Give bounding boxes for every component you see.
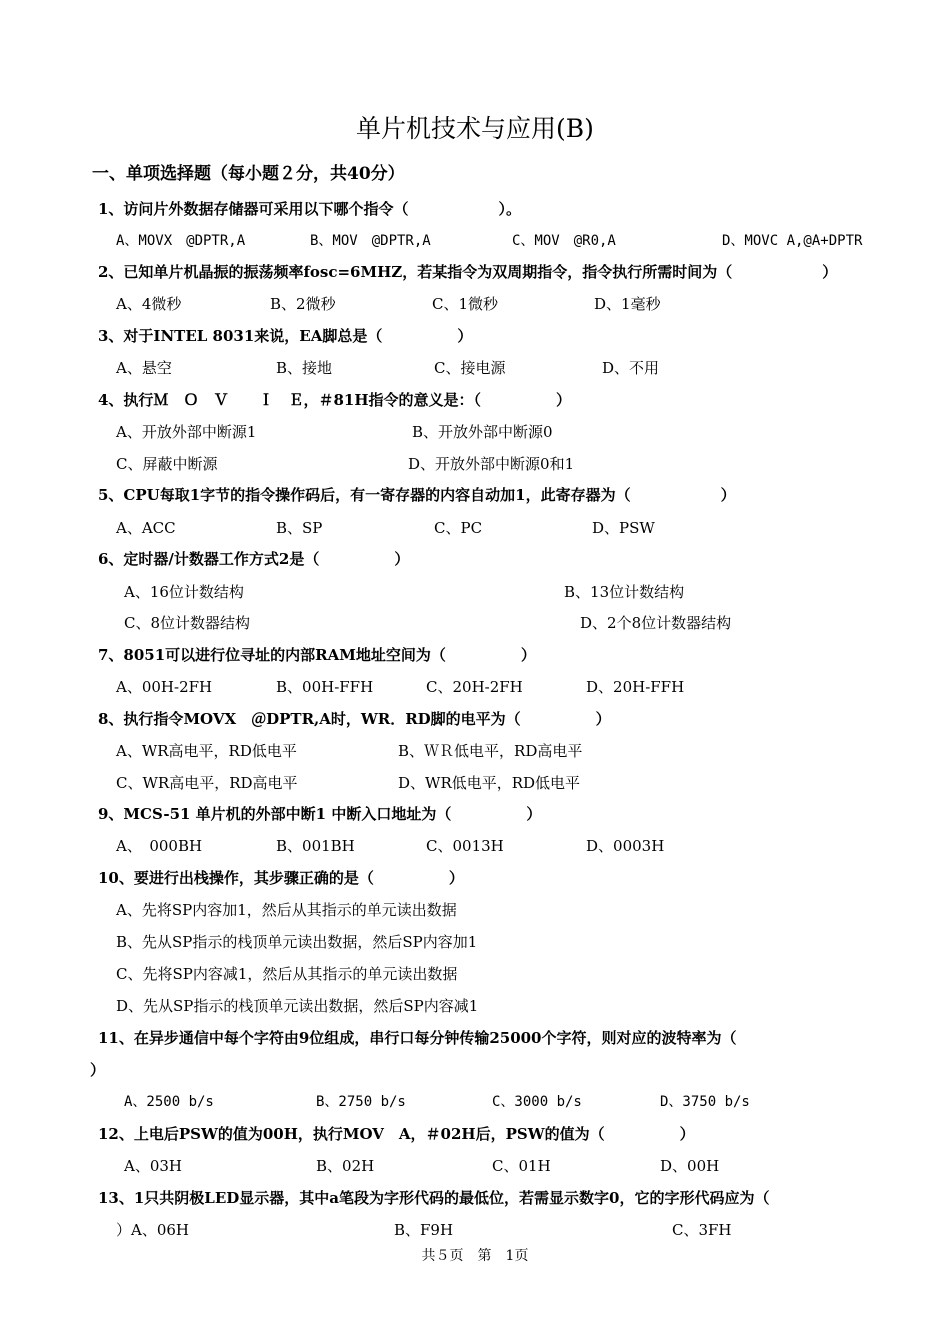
q4-option-d: D、开放外部中断源0和1	[408, 455, 575, 473]
q7-option-b: B、00H-FFH	[276, 678, 374, 696]
q8-option-b: B、ＷＲ低电平，RD高电平	[398, 742, 583, 760]
question-2: 2、已知单片机晶振的振荡频率fosc=6MHZ，若某指令为双周期指令，指令执行所需时间为（ ）	[98, 263, 838, 281]
question-7: 7、8051可以进行位寻址的内部RAM地址空间为（ ）	[98, 646, 536, 664]
q12-option-b: B、02H	[316, 1157, 375, 1175]
question-8: 8、执行指令MOVX ＠DPTR,A时，WR．RD脚的电平为（ ）	[98, 710, 611, 728]
q9-option-c: C、0013H	[426, 837, 504, 855]
q10-option-d: D、先从SP指示的栈顶单元读出数据，然后SP内容减1	[116, 997, 479, 1015]
q5-option-c: C、PC	[434, 519, 483, 537]
q7-option-a: A、00H-2FH	[116, 678, 213, 696]
q12-option-a: A、03H	[124, 1157, 183, 1175]
question-6: 6、定时器/计数器工作方式2是（ ）	[98, 550, 410, 568]
q4-option-a: A、开放外部中断源1	[116, 423, 257, 441]
q5-option-d: D、PSW	[592, 519, 655, 537]
q13-option-b: B、F9H	[394, 1221, 454, 1239]
q13-option-a: ）A、06H	[116, 1221, 190, 1239]
question-11: 11、在异步通信中每个字符由9位组成，串行口每分钟传输25000个字符，则对应的波特率为（	[98, 1029, 737, 1047]
section-heading: 一、单项选择题（每小题２分，共40分）	[92, 164, 405, 184]
question-3: 3、对于INTEL 8031来说，EA脚总是（ ）	[98, 327, 473, 345]
q12-option-d: D、00H	[660, 1157, 720, 1175]
q1-option-d: D、MOVC A,@A+DPTR	[722, 233, 863, 249]
q3-option-b: B、接地	[276, 359, 333, 377]
question-9: 9、MCS-51 单片机的外部中断1 中断入口地址为（ ）	[98, 805, 542, 823]
q2-option-b: B、2微秒	[270, 295, 336, 313]
q9-option-d: D、0003H	[586, 837, 665, 855]
question-13: 13、1只共阴极LED显示器，其中a笔段为字形代码的最低位，若需显示数字0，它的字形代码应为（	[98, 1189, 770, 1207]
q5-option-a: A、ACC	[116, 519, 176, 537]
q1-option-b: B、MOV @DPTR,A	[310, 233, 431, 249]
q6-option-b: B、13位计数结构	[564, 583, 685, 601]
question-10: 10、要进行出栈操作，其步骤正确的是（ ）	[98, 869, 464, 887]
q1-option-a: A、MOVX @DPTR,A	[116, 233, 246, 249]
question-11-continuation: ）	[90, 1061, 106, 1079]
q11-option-c: C、3000 b/s	[492, 1094, 582, 1110]
q8-option-a: A、WR高电平，RD低电平	[116, 742, 297, 760]
q6-option-d: D、2个8位计数器结构	[580, 614, 732, 632]
q10-option-b: B、先从SP指示的栈顶单元读出数据，然后SP内容加1	[116, 933, 478, 951]
q8-option-d: D、WR低电平，RD低电平	[398, 774, 581, 792]
question-12: 12、上电后PSW的值为00H，执行MOV A，＃02H后，PSW的值为（ ）	[98, 1125, 695, 1143]
q13-option-c: C、3FH	[672, 1221, 732, 1239]
q10-option-c: C、先将SP内容减1，然后从其指示的单元读出数据	[116, 965, 458, 983]
q11-option-a: A、2500 b/s	[124, 1094, 214, 1110]
page-footer: 共５页 第 1页	[421, 1248, 529, 1264]
q2-option-d: D、1毫秒	[594, 295, 661, 313]
q4-option-b: B、开放外部中断源0	[412, 423, 553, 441]
q6-option-a: A、16位计数结构	[124, 583, 244, 601]
q9-option-b: B、001BH	[276, 837, 355, 855]
q1-option-c: C、MOV @R0,A	[512, 233, 616, 249]
q10-option-a: A、先将SP内容加1，然后从其指示的单元读出数据	[116, 901, 457, 919]
q3-option-a: A、悬空	[116, 359, 172, 377]
q7-option-d: D、20H-FFH	[586, 678, 685, 696]
page-title: 单片机技术与应用(B)	[356, 114, 594, 143]
q2-option-c: C、1微秒	[432, 295, 499, 313]
q11-option-b: B、2750 b/s	[316, 1094, 406, 1110]
q3-option-c: C、接电源	[434, 359, 506, 377]
q2-option-a: A、4微秒	[116, 295, 182, 313]
q12-option-c: C、01H	[492, 1157, 551, 1175]
q7-option-c: C、20H-2FH	[426, 678, 523, 696]
q8-option-c: C、WR高电平，RD高电平	[116, 774, 298, 792]
q9-option-a: A、 000BH	[116, 837, 203, 855]
q5-option-b: B、SP	[276, 519, 323, 537]
question-1: 1、访问片外数据存储器可采用以下哪个指令（ ）。	[98, 200, 521, 218]
q6-option-c: C、8位计数器结构	[124, 614, 251, 632]
q3-option-d: D、不用	[602, 359, 660, 377]
q11-option-d: D、3750 b/s	[660, 1094, 750, 1110]
question-5: 5、CPU每取1字节的指令操作码后，有一寄存器的内容自动加1，此寄存器为（ ）	[98, 486, 736, 504]
question-4: 4、执行Ｍ Ｏ Ｖ Ｉ Ｅ，＃81H指令的意义是：（ ）	[98, 391, 571, 409]
q4-option-c: C、屏蔽中断源	[116, 455, 218, 473]
